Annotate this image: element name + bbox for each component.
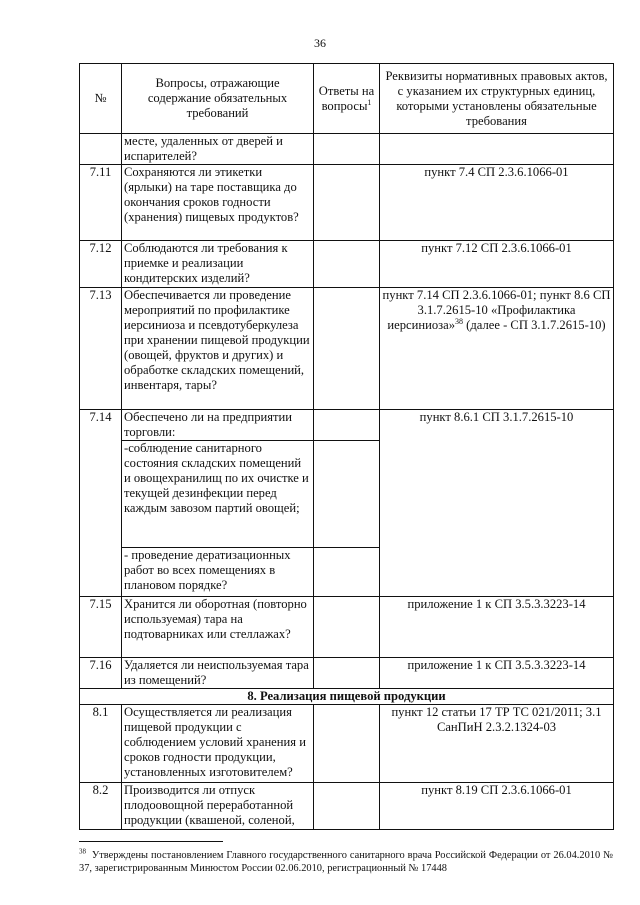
row-requisite bbox=[380, 134, 614, 165]
row-num: 7.11 bbox=[80, 165, 122, 241]
requirements-table bbox=[79, 63, 614, 830]
row-num: 7.13 bbox=[80, 288, 122, 410]
row-question: Осуществляется ли реализация пищевой продукции с соблюдением условий хранения и сроков годности продукции, установленных изготовителем? bbox=[122, 705, 314, 783]
footnote-number: 38 bbox=[79, 847, 86, 856]
table-row bbox=[80, 288, 614, 410]
page-number: 36 bbox=[314, 36, 326, 50]
section-title: 8. Реализация пищевой продукции bbox=[80, 689, 614, 705]
row-answer bbox=[314, 134, 380, 165]
table-row bbox=[80, 165, 614, 241]
row-requisite: пункт 8.19 СП 2.3.6.1066-01 bbox=[380, 783, 614, 830]
section-row bbox=[80, 689, 614, 705]
row-requisite: пункт 7.4 СП 2.3.6.1066-01 bbox=[380, 165, 614, 241]
row-requisite bbox=[380, 288, 614, 410]
header-questions: Вопросы, отражающие содержание обязательных требований bbox=[122, 64, 314, 134]
row-num: 7.16 bbox=[80, 658, 122, 689]
table-row bbox=[80, 783, 614, 830]
header-num: № bbox=[80, 64, 122, 134]
row-answer bbox=[314, 441, 380, 548]
row-num bbox=[80, 134, 122, 165]
row-question: месте, удаленных от дверей и испарителей? bbox=[122, 134, 314, 165]
footnote-divider bbox=[79, 841, 223, 842]
row-question: Обеспечено ли на предприятии торговли: bbox=[122, 410, 314, 441]
table-row bbox=[80, 241, 614, 288]
row-question: -соблюдение санитарного состояния складских помещений и овощехранилищ по их очистке и текущей дезинфекции перед каждым завозом партий овощей; bbox=[122, 441, 314, 548]
row-num: 8.1 bbox=[80, 705, 122, 783]
table-row bbox=[80, 597, 614, 658]
footnote-text: Утверждены постановлением Главного государственного санитарного врача Российской Федерации от 26.04.2010 № 37, зарегистрированным Минюстом России 02.06.2010, регистрационный № 17448 bbox=[79, 850, 613, 874]
row-requisite: пункт 8.6.1 СП 3.1.7.2615-10 bbox=[380, 410, 614, 597]
row-requisite: пункт 7.12 СП 2.3.6.1066-01 bbox=[380, 241, 614, 288]
row-answer bbox=[314, 705, 380, 783]
row-question: - проведение дератизационных работ во всех помещениях в плановом порядке? bbox=[122, 548, 314, 597]
header-answers bbox=[314, 64, 380, 134]
row-answer bbox=[314, 783, 380, 830]
header-requisites: Реквизиты нормативных правовых актов, с указанием их структурных единиц, которыми установлены обязательные требования bbox=[380, 64, 614, 134]
requisite-tail: (далее - СП 3.1.7.2615-10) bbox=[463, 318, 606, 332]
row-num: 7.14 bbox=[80, 410, 122, 597]
footnote-ref-38: 38 bbox=[455, 316, 464, 326]
row-question: Обеспечивается ли проведение мероприятий по профилактике иерсиниоза и псевдотуберкулеза при хранении пищевой продукции (овощей, фруктов и других) и обработке складских помещений, инвентаря, тары? bbox=[122, 288, 314, 410]
row-num: 7.15 bbox=[80, 597, 122, 658]
table-row bbox=[80, 410, 614, 441]
row-question: Производится ли отпуск плодоовощной переработанной продукции (квашеной, соленой, bbox=[122, 783, 314, 830]
row-requisite: приложение 1 к СП 3.5.3.3223-14 bbox=[380, 597, 614, 658]
row-answer bbox=[314, 597, 380, 658]
footnote bbox=[79, 849, 613, 875]
row-question: Соблюдаются ли требования к приемке и реализации кондитерских изделий? bbox=[122, 241, 314, 288]
row-requisite: пункт 12 статьи 17 ТР ТС 021/2011; 3.1 СанПиН 2.3.2.1324-03 bbox=[380, 705, 614, 783]
row-question: Удаляется ли неиспользуемая тара из помещений? bbox=[122, 658, 314, 689]
row-num: 7.12 bbox=[80, 241, 122, 288]
row-answer bbox=[314, 548, 380, 597]
row-num: 8.2 bbox=[80, 783, 122, 830]
row-answer bbox=[314, 165, 380, 241]
table-row bbox=[80, 134, 614, 165]
requisite-text: пункт 7.14 СП 2.3.6.1066-01; пункт 8.6 СП 3.1.7.2615-10 «Профилактика иерсиниоза» bbox=[382, 288, 611, 332]
header-answers-text: Ответы на вопросы bbox=[318, 83, 375, 113]
row-question: Сохраняются ли этикетки (ярлыки) на таре поставщика до окончания сроков годности (хранения) пищевых продуктов? bbox=[122, 165, 314, 241]
table-header-row bbox=[80, 64, 614, 134]
row-answer bbox=[314, 658, 380, 689]
table-row bbox=[80, 705, 614, 783]
row-question: Хранится ли оборотная (повторно используемая) тара на подтоварниках или стеллажах? bbox=[122, 597, 314, 658]
header-answers-footnote-ref: 1 bbox=[367, 97, 372, 107]
row-answer bbox=[314, 288, 380, 410]
row-answer bbox=[314, 410, 380, 441]
table-row bbox=[80, 658, 614, 689]
row-requisite: приложение 1 к СП 3.5.3.3223-14 bbox=[380, 658, 614, 689]
row-answer bbox=[314, 241, 380, 288]
